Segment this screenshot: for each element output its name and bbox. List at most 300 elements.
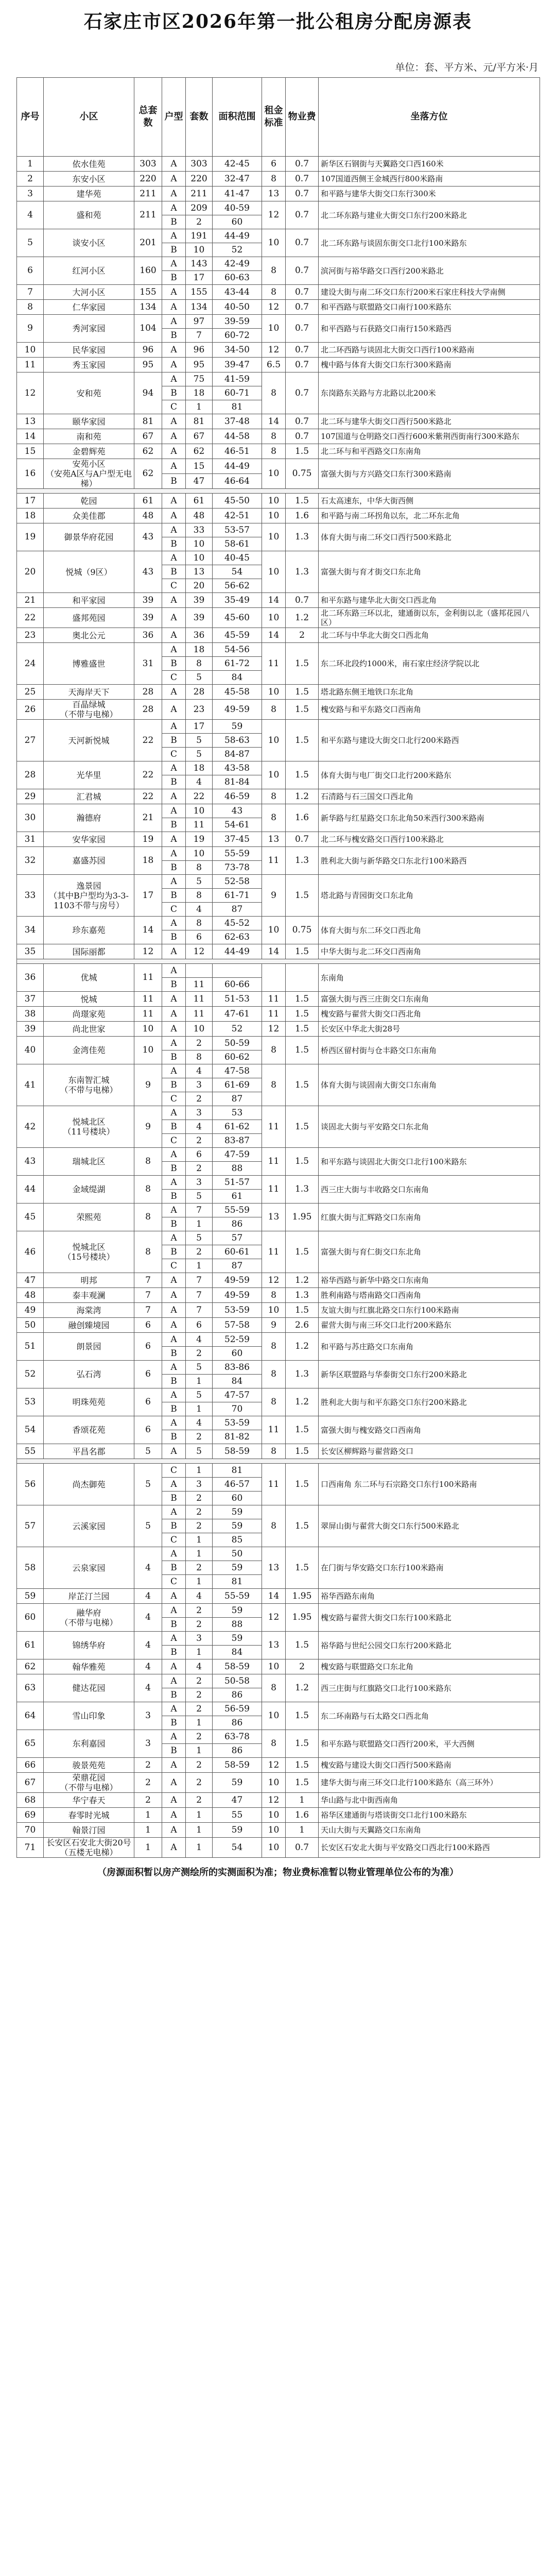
- cell-no: 47: [17, 1273, 44, 1288]
- cell-area: 55-59: [213, 847, 262, 861]
- cell-fee: 0.7: [286, 343, 319, 358]
- header-name: 小区: [44, 78, 134, 157]
- cell-area: 81: [213, 1464, 262, 1478]
- cell-location: 华山路与北中街西南角: [319, 1793, 540, 1808]
- cell-area: 86: [213, 1716, 262, 1730]
- cell-location: 石太高速东，中华大街西侧: [319, 494, 540, 509]
- cell-location: 新华区石钢街与天翼路交口西160米: [319, 157, 540, 172]
- cell-fee: 1.2: [286, 608, 319, 628]
- cell-rent: 10: [262, 608, 286, 628]
- table-row: [17, 257, 540, 271]
- cell-type: A: [162, 372, 186, 386]
- cell-rent: 6.5: [262, 358, 286, 372]
- cell-count: 81: [186, 414, 213, 429]
- cell-type: A: [162, 358, 186, 372]
- cell-type: B: [162, 1402, 186, 1416]
- cell-no: 1: [17, 157, 44, 172]
- table-row: [17, 1333, 540, 1347]
- cell-rent: 8: [262, 700, 286, 720]
- cell-count: 2: [186, 1505, 213, 1519]
- cell-count: 2: [186, 1730, 213, 1744]
- cell-fee: 1.5: [286, 1303, 319, 1318]
- cell-area: 60-62: [213, 1050, 262, 1064]
- cell-location: 和平西路与石获路交口南行150米路西: [319, 315, 540, 343]
- cell-name: 安苑小区 （安苑A区与A户型无电梯）: [44, 459, 134, 489]
- cell-total: 9: [134, 1064, 162, 1106]
- cell-no: 59: [17, 1589, 44, 1604]
- cell-location: 富强大街与育才街交口东北角: [319, 551, 540, 593]
- cell-fee: 1.3: [286, 1361, 319, 1388]
- cell-fee: 1.5: [286, 1106, 319, 1148]
- cell-name: 和平家园: [44, 593, 134, 608]
- cell-count: 5: [186, 1361, 213, 1375]
- cell-name: 红河小区: [44, 257, 134, 285]
- cell-area: 50-58: [213, 1674, 262, 1688]
- cell-type: A: [162, 789, 186, 804]
- cell-area: 44-49: [213, 944, 262, 959]
- cell-area: 45-50: [213, 494, 262, 509]
- cell-type: A: [162, 1793, 186, 1808]
- cell-count: 28: [186, 685, 213, 700]
- cell-area: 46-59: [213, 789, 262, 804]
- cell-total: 43: [134, 551, 162, 593]
- cell-name: 悦城北区 （15号楼块）: [44, 1231, 134, 1273]
- cell-area: 87: [213, 903, 262, 917]
- cell-type: C: [162, 1464, 186, 1478]
- cell-total: 8: [134, 1231, 162, 1273]
- cell-count: 13: [186, 565, 213, 579]
- cell-count: 7: [186, 1303, 213, 1318]
- cell-count: 23: [186, 700, 213, 720]
- cell-fee: 1.5: [286, 875, 319, 917]
- table-row: [17, 172, 540, 187]
- cell-name: 众美佳郡: [44, 509, 134, 523]
- table-row: [17, 1773, 540, 1793]
- cell-total: 21: [134, 804, 162, 832]
- cell-fee: 1.2: [286, 1333, 319, 1361]
- cell-area: 56-59: [213, 1702, 262, 1716]
- cell-count: 11: [186, 1007, 213, 1022]
- cell-count: 1: [186, 400, 213, 414]
- cell-type: C: [162, 671, 186, 685]
- cell-total: 28: [134, 685, 162, 700]
- cell-count: 5: [186, 748, 213, 761]
- table-row: [17, 551, 540, 565]
- cell-name: 融华府 （不带与电梯）: [44, 1604, 134, 1632]
- cell-count: [186, 964, 213, 978]
- cell-name: 云泉家园: [44, 1547, 134, 1589]
- cell-area: 42-45: [213, 157, 262, 172]
- cell-fee: 0.7: [286, 229, 319, 257]
- cell-count: 1: [186, 1744, 213, 1758]
- cell-area: 54: [213, 1838, 262, 1858]
- cell-fee: 1: [286, 1823, 319, 1838]
- cell-name: 锦绣华府: [44, 1632, 134, 1659]
- table-row: [17, 1730, 540, 1744]
- cell-area: 45-60: [213, 608, 262, 628]
- cell-area: 60: [213, 1347, 262, 1361]
- cell-area: 40-50: [213, 300, 262, 315]
- cell-rent: 11: [262, 1464, 286, 1505]
- cell-count: 12: [186, 944, 213, 959]
- cell-rent: 13: [262, 1632, 286, 1659]
- cell-count: 209: [186, 201, 213, 215]
- cell-no: 60: [17, 1604, 44, 1632]
- cell-fee: 1.95: [286, 1204, 319, 1231]
- cell-no: 31: [17, 832, 44, 847]
- cell-area: 56-62: [213, 579, 262, 593]
- separator-cell: [17, 1459, 540, 1464]
- cell-name: 尚北世家: [44, 1022, 134, 1037]
- cell-name: 博雅盛世: [44, 643, 134, 685]
- cell-type: A: [162, 761, 186, 775]
- cell-area: 61-62: [213, 1120, 262, 1134]
- cell-fee: 1.6: [286, 804, 319, 832]
- cell-count: 2: [186, 1430, 213, 1444]
- cell-area: 59: [213, 1823, 262, 1838]
- cell-location: 槐安路与和平东路交口西南角: [319, 700, 540, 720]
- cell-no: 25: [17, 685, 44, 700]
- cell-fee: 1.5: [286, 1022, 319, 1037]
- cell-rent: 12: [262, 1604, 286, 1632]
- cell-count: 2: [186, 1561, 213, 1575]
- cell-total: 211: [134, 187, 162, 201]
- cell-fee: 1.2: [286, 789, 319, 804]
- cell-name: 天河新悦城: [44, 720, 134, 761]
- cell-count: 2: [186, 1793, 213, 1808]
- cell-area: 49-59: [213, 1288, 262, 1303]
- cell-count: 5: [186, 671, 213, 685]
- cell-location: 北二环西路与谈固北大街交口西行100米路南: [319, 343, 540, 358]
- table-row: [17, 187, 540, 201]
- cell-fee: 1.2: [286, 1388, 319, 1416]
- cell-no: 16: [17, 459, 44, 489]
- cell-total: 94: [134, 372, 162, 414]
- cell-type: B: [162, 1492, 186, 1505]
- cell-name: 云溪家园: [44, 1505, 134, 1547]
- cell-type: A: [162, 1702, 186, 1716]
- cell-rent: 10: [262, 761, 286, 789]
- cell-fee: 0.7: [286, 832, 319, 847]
- cell-rent: 10: [262, 551, 286, 593]
- cell-name: 翰华雅苑: [44, 1659, 134, 1674]
- cell-count: 2: [186, 1492, 213, 1505]
- cell-total: 19: [134, 832, 162, 847]
- cell-count: 2: [186, 1245, 213, 1259]
- cell-rent: 10: [262, 494, 286, 509]
- cell-rent: 8: [262, 285, 286, 300]
- cell-location: 富强大街与西三庄街交口东南角: [319, 992, 540, 1007]
- cell-count: 1: [186, 1402, 213, 1416]
- cell-location: 裕华区建通街与塔谈街交口北行100米路东: [319, 1808, 540, 1823]
- cell-no: 37: [17, 992, 44, 1007]
- cell-name: 香颂花苑: [44, 1416, 134, 1444]
- cell-location: 体育大街与东二环交口西北角: [319, 917, 540, 944]
- header-fee: 物业费: [286, 78, 319, 157]
- cell-rent: 11: [262, 992, 286, 1007]
- cell-type: A: [162, 1064, 186, 1078]
- table-row: [17, 459, 540, 474]
- cell-total: 3: [134, 1730, 162, 1758]
- cell-no: 23: [17, 628, 44, 643]
- cell-rent: 10: [262, 1838, 286, 1858]
- table-row: [17, 789, 540, 804]
- cell-no: 71: [17, 1838, 44, 1858]
- cell-type: C: [162, 748, 186, 761]
- cell-type: B: [162, 329, 186, 343]
- cell-rent: 6: [262, 157, 286, 172]
- cell-type: A: [162, 1758, 186, 1773]
- cell-type: A: [162, 1022, 186, 1037]
- cell-type: B: [162, 537, 186, 551]
- cell-type: B: [162, 1120, 186, 1134]
- cell-area: 50: [213, 1547, 262, 1561]
- cell-count: 17: [186, 271, 213, 285]
- cell-fee: 1.2: [286, 1273, 319, 1288]
- cell-type: A: [162, 1730, 186, 1744]
- cell-area: 88: [213, 1162, 262, 1176]
- cell-count: 61: [186, 494, 213, 509]
- cell-no: 4: [17, 201, 44, 229]
- cell-total: 3: [134, 1702, 162, 1730]
- cell-type: B: [162, 1190, 186, 1204]
- cell-rent: 11: [262, 1148, 286, 1176]
- cell-total: 18: [134, 847, 162, 875]
- table-row: [17, 315, 540, 329]
- cell-type: B: [162, 1078, 186, 1092]
- cell-fee: 1.5: [286, 1416, 319, 1444]
- table-row: [17, 1659, 540, 1674]
- cell-total: 11: [134, 1007, 162, 1022]
- cell-type: A: [162, 1808, 186, 1823]
- cell-total: 4: [134, 1604, 162, 1632]
- cell-type: B: [162, 1245, 186, 1259]
- cell-name: 谈安小区: [44, 229, 134, 257]
- cell-location: 东二环南路与石太路交口西北角: [319, 1702, 540, 1730]
- cell-rent: 12: [262, 1273, 286, 1288]
- cell-fee: 0.7: [286, 593, 319, 608]
- cell-location: 和平东路与谈固北大街交口北行100米路东: [319, 1148, 540, 1176]
- cell-fee: 0.7: [286, 285, 319, 300]
- cell-total: 4: [134, 1674, 162, 1702]
- cell-fee: 1.5: [286, 1464, 319, 1505]
- cell-type: A: [162, 300, 186, 315]
- cell-no: 44: [17, 1176, 44, 1204]
- cell-location: 北二环与建华大街交口西行500米路北: [319, 414, 540, 429]
- cell-count: 6: [186, 1148, 213, 1162]
- cell-no: 64: [17, 1702, 44, 1730]
- cell-type: A: [162, 628, 186, 643]
- cell-total: 7: [134, 1303, 162, 1318]
- cell-fee: 0.7: [286, 201, 319, 229]
- cell-count: 220: [186, 172, 213, 187]
- cell-type: A: [162, 1589, 186, 1604]
- cell-area: 44-58: [213, 429, 262, 444]
- cell-location: 长安区石安北大街与平安路交口西北行100米路西: [319, 1838, 540, 1858]
- cell-area: 70: [213, 1402, 262, 1416]
- cell-type: A: [162, 875, 186, 889]
- cell-location: 石清路与石三国交口西北角: [319, 789, 540, 804]
- table-row: [17, 1604, 540, 1618]
- cell-area: 44-49: [213, 229, 262, 243]
- cell-count: 96: [186, 343, 213, 358]
- cell-count: 4: [186, 1589, 213, 1604]
- cell-total: 220: [134, 172, 162, 187]
- cell-total: 96: [134, 343, 162, 358]
- cell-location: 东二环北段约1000米，南石家庄经济学院以北: [319, 643, 540, 685]
- cell-type: A: [162, 315, 186, 329]
- cell-name: 融创臻境园: [44, 1318, 134, 1333]
- cell-no: 24: [17, 643, 44, 685]
- separator-cell: [17, 959, 540, 964]
- cell-total: 48: [134, 509, 162, 523]
- table-row: [17, 1674, 540, 1688]
- table-row: [17, 444, 540, 459]
- cell-fee: 0.7: [286, 372, 319, 414]
- cell-area: 60-71: [213, 386, 262, 400]
- cell-fee: 1.5: [286, 1773, 319, 1793]
- cell-area: 49-59: [213, 700, 262, 720]
- table-row: [17, 414, 540, 429]
- cell-name: 盛邦苑园: [44, 608, 134, 628]
- cell-area: 81-84: [213, 775, 262, 789]
- cell-area: 43-58: [213, 761, 262, 775]
- cell-type: A: [162, 804, 186, 818]
- cell-fee: 1.95: [286, 1604, 319, 1632]
- cell-fee: 1.5: [286, 720, 319, 761]
- cell-count: 2: [186, 1134, 213, 1148]
- cell-name: 荣鼎花园 （不带与电梯）: [44, 1773, 134, 1793]
- cell-type: A: [162, 1361, 186, 1375]
- cell-count: 75: [186, 372, 213, 386]
- cell-rent: 10: [262, 685, 286, 700]
- cell-fee: 2: [286, 1659, 319, 1674]
- cell-rent: 8: [262, 1064, 286, 1106]
- cell-area: 47-59: [213, 1148, 262, 1162]
- cell-no: 18: [17, 509, 44, 523]
- cell-rent: [262, 964, 286, 992]
- cell-count: 39: [186, 593, 213, 608]
- cell-rent: 11: [262, 847, 286, 875]
- cell-rent: 8: [262, 1730, 286, 1758]
- unit-note: 单位：套、平方米、元/平方米·月: [395, 62, 538, 73]
- cell-type: B: [162, 818, 186, 832]
- cell-rent: 10: [262, 1823, 286, 1838]
- header-total: 总套数: [134, 78, 162, 157]
- cell-total: 5: [134, 1444, 162, 1459]
- cell-area: 42-51: [213, 509, 262, 523]
- cell-total: 39: [134, 608, 162, 628]
- cell-area: 52: [213, 243, 262, 257]
- cell-count: 2: [186, 1604, 213, 1618]
- cell-name: 朗景园: [44, 1333, 134, 1361]
- cell-no: 29: [17, 789, 44, 804]
- cell-area: 46-51: [213, 444, 262, 459]
- header-location: 坐落方位: [319, 78, 540, 157]
- table-row: [17, 1547, 540, 1561]
- cell-count: 11: [186, 992, 213, 1007]
- cell-count: 8: [186, 657, 213, 671]
- cell-name: 荣熙苑: [44, 1204, 134, 1231]
- cell-name: 安和苑: [44, 372, 134, 414]
- cell-area: 55-59: [213, 1589, 262, 1604]
- cell-type: A: [162, 1037, 186, 1050]
- cell-name: 春零时光城: [44, 1808, 134, 1823]
- cell-type: A: [162, 1204, 186, 1217]
- cell-name: 光华里: [44, 761, 134, 789]
- cell-location: 富强大街与育仁街交口东北角: [319, 1231, 540, 1273]
- cell-fee: 1.5: [286, 1064, 319, 1106]
- cell-area: 54-61: [213, 818, 262, 832]
- cell-fee: 1.5: [286, 1547, 319, 1589]
- cell-count: 4: [186, 1064, 213, 1078]
- table-row: [17, 643, 540, 657]
- cell-fee: 0.7: [286, 300, 319, 315]
- cell-no: 52: [17, 1361, 44, 1388]
- cell-type: B: [162, 1162, 186, 1176]
- cell-count: 4: [186, 1120, 213, 1134]
- cell-area: 47-61: [213, 1007, 262, 1022]
- cell-area: 34-50: [213, 343, 262, 358]
- cell-type: B: [162, 1744, 186, 1758]
- cell-fee: 1.5: [286, 643, 319, 685]
- cell-type: A: [162, 1773, 186, 1793]
- cell-area: 41-47: [213, 187, 262, 201]
- cell-type: A: [162, 1176, 186, 1190]
- cell-count: 18: [186, 761, 213, 775]
- table-row: [17, 1064, 540, 1078]
- cell-total: 62: [134, 444, 162, 459]
- cell-count: 2: [186, 1037, 213, 1050]
- cell-no: 26: [17, 700, 44, 720]
- cell-total: 5: [134, 1464, 162, 1505]
- cell-rent: 10: [262, 229, 286, 257]
- cell-no: 48: [17, 1288, 44, 1303]
- cell-area: 57: [213, 1231, 262, 1245]
- cell-name: 乾园: [44, 494, 134, 509]
- cell-type: A: [162, 847, 186, 861]
- cell-area: 59: [213, 1505, 262, 1519]
- cell-count: 1: [186, 1716, 213, 1730]
- cell-fee: 1.6: [286, 1808, 319, 1823]
- cell-type: B: [162, 1430, 186, 1444]
- cell-count: 10: [186, 1022, 213, 1037]
- cell-area: 58-59: [213, 1444, 262, 1459]
- cell-count: 67: [186, 429, 213, 444]
- cell-fee: 0.7: [286, 414, 319, 429]
- cell-type: A: [162, 608, 186, 628]
- cell-no: 19: [17, 523, 44, 551]
- table-row: [17, 1204, 540, 1217]
- cell-no: 11: [17, 358, 44, 372]
- table-row: [17, 343, 540, 358]
- cell-no: 42: [17, 1106, 44, 1148]
- cell-type: A: [162, 1632, 186, 1646]
- cell-rent: 10: [262, 315, 286, 343]
- cell-fee: 0.7: [286, 1838, 319, 1858]
- cell-area: 61-72: [213, 657, 262, 671]
- cell-rent: 11: [262, 1416, 286, 1444]
- cell-location: 长安区柳辉路与翟营路交口: [319, 1444, 540, 1459]
- cell-location: 胜利北大街与和平东路交口东行200米路北: [319, 1388, 540, 1416]
- cell-area: 61-69: [213, 1078, 262, 1092]
- cell-area: 86: [213, 1744, 262, 1758]
- cell-name: 御景华府花园: [44, 523, 134, 551]
- cell-area: 46-57: [213, 1478, 262, 1492]
- cell-count: 3: [186, 1478, 213, 1492]
- table-row: [17, 944, 540, 959]
- table-row: [17, 201, 540, 215]
